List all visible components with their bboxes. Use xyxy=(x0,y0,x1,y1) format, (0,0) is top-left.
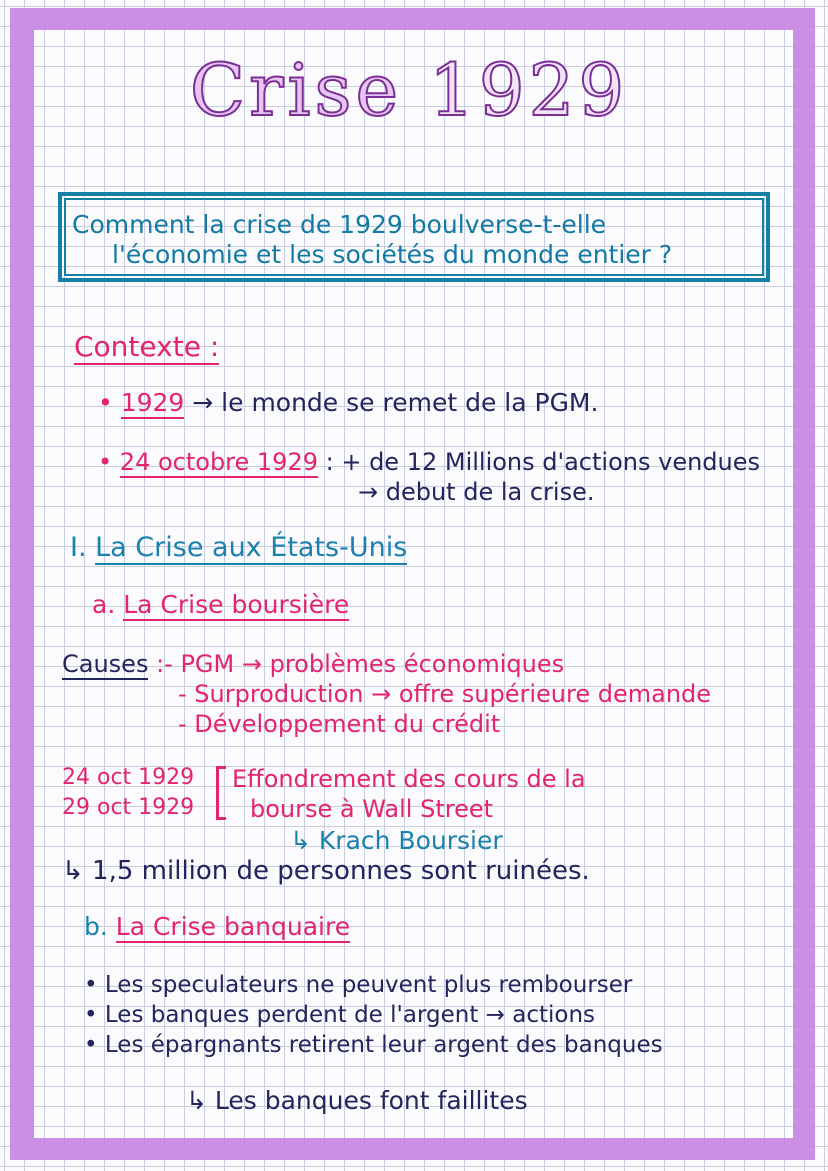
causes-line-3: - Développement du crédit xyxy=(178,710,501,738)
causes-line-2: - Surproduction → offre supérieure demande xyxy=(178,680,712,708)
question-line-1: Comment la crise de 1929 boulverse-t-elle xyxy=(72,210,607,239)
section-1-title: La Crise aux États-Unis xyxy=(95,532,408,563)
banques-item-3: • Les épargnants retirent leur argent des banques xyxy=(84,1032,663,1058)
contexte-item-1 xyxy=(98,388,598,417)
title-year: 1929 xyxy=(428,48,629,132)
contexte-item-1-text: → le monde se remet de la PGM. xyxy=(184,388,599,417)
banques-item-1: • Les speculateurs ne peuvent plus rembourser xyxy=(84,972,633,998)
subsection-b-title: La Crise banquaire xyxy=(115,912,351,941)
banques-item-2: • Les banques perdent de l'argent → actions xyxy=(84,1002,596,1028)
subsection-a-letter: a. xyxy=(92,590,124,619)
subsection-a-title: La Crise boursière xyxy=(123,590,350,619)
subsection-b-heading xyxy=(84,912,350,941)
bullet: • xyxy=(98,388,121,417)
contexte-item-2-text: : + de 12 Millions d'actions vendues xyxy=(317,448,761,476)
causes-line-1-text: :- PGM → problèmes économiques xyxy=(148,650,565,678)
banques-result: ↳ Les banques font faillites xyxy=(186,1086,528,1115)
contexte-item-2 xyxy=(98,448,760,476)
contexte-heading-text: Contexte : xyxy=(74,330,220,363)
krach-line-2: bourse à Wall Street xyxy=(250,795,494,823)
section-1-numeral: I. xyxy=(70,532,96,563)
krach-result: ↳ Krach Boursier xyxy=(290,826,503,855)
contexte-heading xyxy=(74,330,219,363)
page-title xyxy=(190,48,628,132)
bullet: • xyxy=(98,448,120,476)
section-1-heading xyxy=(70,532,407,563)
contexte-item-1-date: 1929 xyxy=(120,388,185,417)
krach-date-2: 29 oct 1929 xyxy=(62,795,195,820)
causes-line-1 xyxy=(62,650,564,678)
contexte-item-2-sub: → debut de la crise. xyxy=(358,478,595,506)
subsection-b-letter: b. xyxy=(84,912,116,941)
krach-line-1: Effondrement des cours de la xyxy=(232,765,586,793)
krach-consequence: ↳ 1,5 million de personnes sont ruinées. xyxy=(62,856,590,886)
subsection-a-heading xyxy=(92,590,349,619)
date-bracket xyxy=(216,766,226,820)
krach-date-1: 24 oct 1929 xyxy=(62,765,195,790)
causes-label: Causes xyxy=(62,650,149,678)
contexte-item-2-date: 24 octobre 1929 xyxy=(119,448,318,476)
question-line-2: l'économie et les sociétés du monde entier ? xyxy=(112,240,673,269)
title-word: Crise xyxy=(190,48,429,132)
